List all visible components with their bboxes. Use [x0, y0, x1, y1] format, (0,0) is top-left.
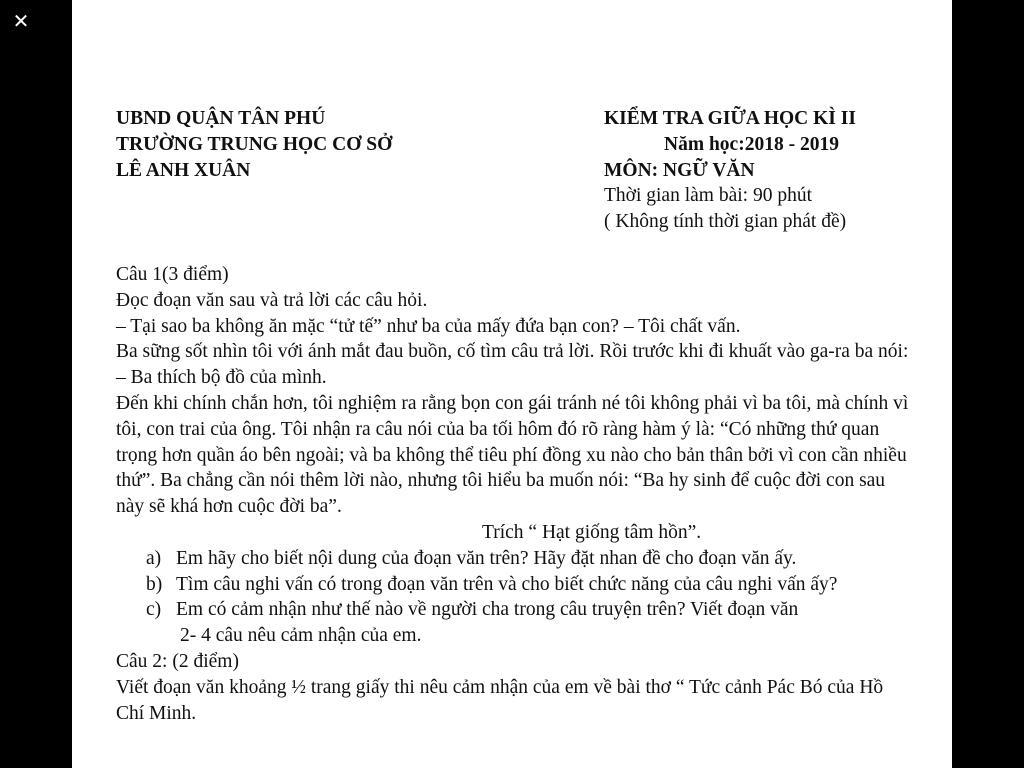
question-1-title: Câu 1(3 điểm): [116, 264, 229, 285]
passage-line: – Ba thích bộ đồ của mình.: [116, 367, 327, 389]
sub-question-marker: b): [146, 573, 163, 595]
sub-question-continuation: 2- 4 câu nêu cảm nhận của em.: [180, 625, 422, 647]
passage-line: – Tại sao ba không ăn mặc “tử tế” như ba của mấy đứa bạn con? – Tôi chất vấn.: [116, 315, 741, 337]
question-2-text: Viết đoạn văn khoảng ½ trang giấy thi nêu cảm nhận của em về bài thơ “ Tức cảnh Pác Bó của Hồ Chí Minh.: [116, 676, 884, 724]
sub-question-a: [116, 546, 916, 572]
sub-question-text: Tìm câu nghi vấn có trong đoạn văn trên và cho biết chức năng của câu nghi vấn ấy?: [176, 573, 838, 595]
school-name: LÊ ANH XUÂN: [116, 159, 251, 181]
school-info: [116, 106, 392, 183]
sub-question-c: [116, 597, 916, 623]
exam-note: ( Không tính thời gian phát đề): [604, 211, 847, 233]
district-name: UBND QUẬN TÂN PHÚ: [116, 108, 326, 129]
subject: MÔN: NGỮ VĂN: [604, 159, 755, 181]
sub-question-marker: c): [146, 599, 162, 621]
question-1-instruction: Đọc đoạn văn sau và trả lời các câu hỏi.: [116, 289, 428, 311]
exam-header: [116, 106, 916, 262]
exam-time: Thời gian làm bài: 90 phút: [604, 185, 812, 207]
passage-line: Ba sững sốt nhìn tôi với ánh mắt đau buồn, cố tìm câu trả lời. Rồi trước khi đi khuất vào ga-ra ba nói:: [116, 341, 909, 363]
passage-source: Trích “ Hạt giống tâm hồn”.: [482, 521, 702, 543]
school-year: Năm học:2018 - 2019: [664, 133, 839, 155]
sub-question-marker: a): [146, 547, 162, 569]
school-type: TRƯỜNG TRUNG HỌC CƠ SỞ: [116, 133, 393, 155]
passage-paragraph: Đến khi chính chắn hơn, tôi nghiệm ra rằng bọn con gái tránh né tôi không phải vì ba tôi, mà chính vì tôi, con trai của ông. Tôi nhận ra câu nói của ba tối hôm đó rõ ràng hàm ý là: “Có những thứ quan trọng hơn quần áo bên ngoài; và ba không thể tiêu phí đồng xu nào cho bản thân bởi vì con cần nhiều thứ”. Ba chẳng cần nói thêm lời nào, nhưng tôi hiểu ba muốn nói: “Ba hy sinh để cuộc đời con sau này sẽ khá hơn cuộc đời ba”.: [116, 392, 909, 518]
sub-question-text: Em hãy cho biết nội dung của đoạn văn trên? Hãy đặt nhan đề cho đoạn văn ấy.: [176, 547, 797, 569]
exam-info: [604, 106, 856, 235]
close-icon[interactable]: ✕: [12, 9, 30, 33]
question-2-title: Câu 2: (2 điểm): [116, 650, 239, 672]
sub-question-b: [116, 572, 916, 598]
exam-title: KIỂM TRA GIỮA HỌC KÌ II: [604, 108, 856, 129]
exam-body: [116, 262, 916, 726]
sub-question-text: Em có cảm nhận như thế nào về người cha trong câu truyện trên? Viết đoạn văn: [176, 599, 799, 621]
exam-content: [116, 106, 916, 726]
document-page: [72, 0, 952, 768]
